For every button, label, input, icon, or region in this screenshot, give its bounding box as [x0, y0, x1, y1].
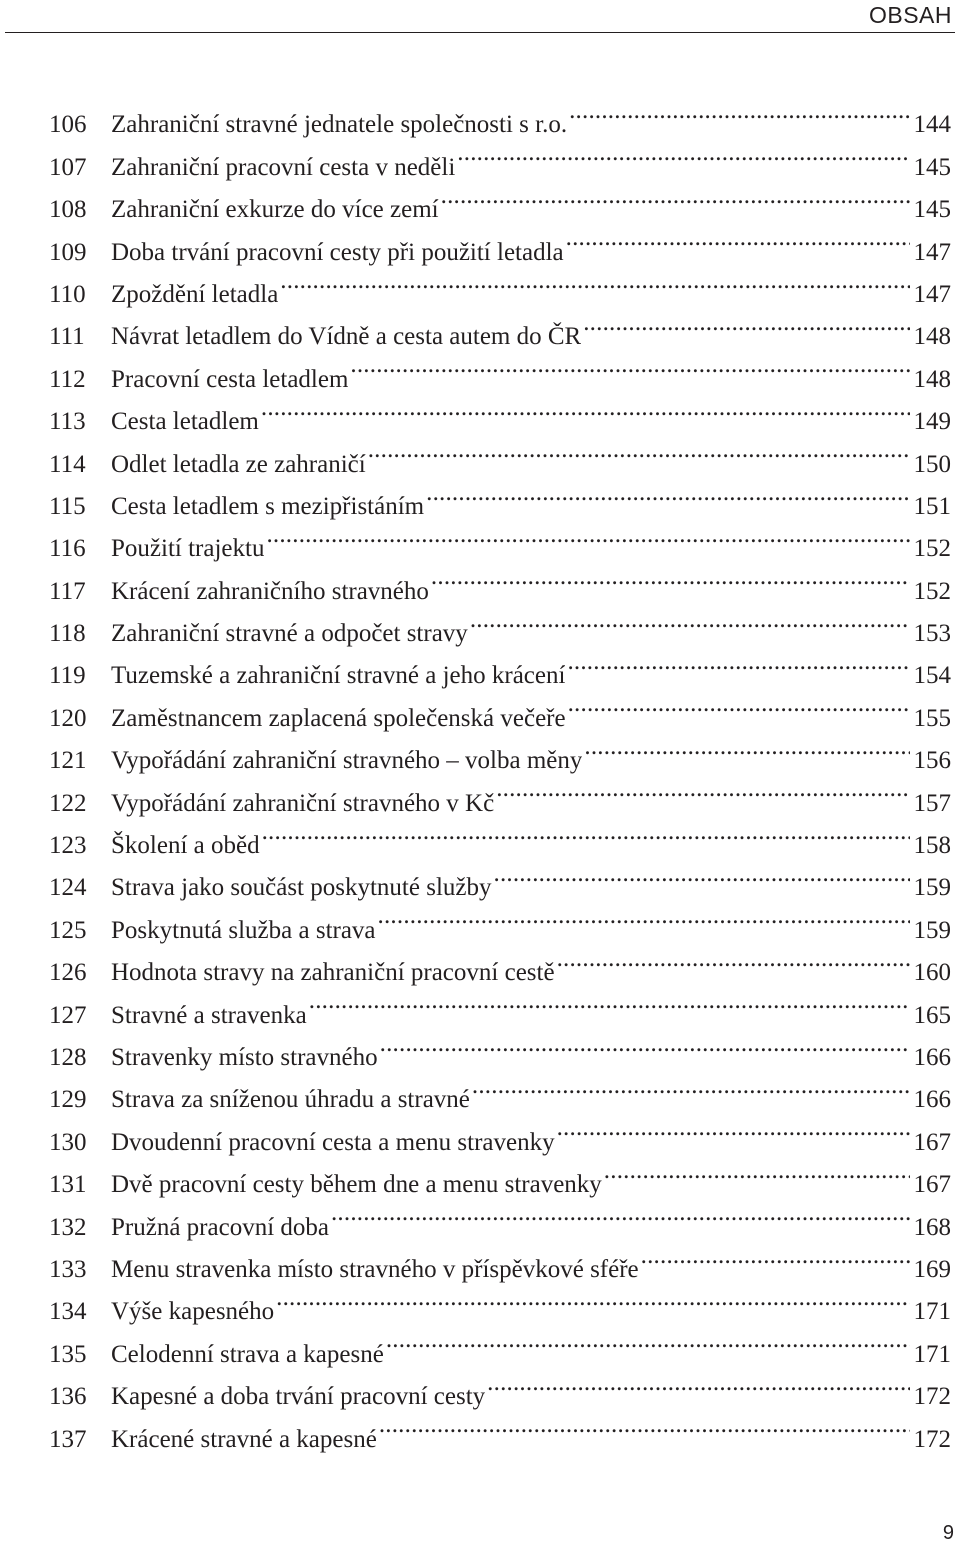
toc-leader-dots	[485, 1362, 909, 1404]
toc-entry-title: Strava jako součást poskytnuté služby	[111, 874, 492, 902]
toc-entry-number: 118	[49, 620, 86, 648]
toc-leader-dots	[274, 1277, 909, 1319]
toc-entry-page: 147	[913, 238, 951, 266]
toc-entry-title: Menu stravenka místo stravného v příspěvkové sféře	[111, 1255, 639, 1283]
toc-leader-dots	[581, 302, 909, 344]
toc-entry-number: 131	[49, 1171, 87, 1199]
toc-entry-title: Cesta letadlem	[111, 408, 259, 436]
toc-leader-dots	[384, 1319, 910, 1361]
toc-leader-dots	[602, 1150, 910, 1192]
toc-entry-page: 147	[913, 280, 951, 308]
toc-entry-page: 160	[913, 959, 951, 987]
toc-leader-dots	[468, 599, 910, 641]
toc-entry-number: 121	[49, 747, 87, 775]
toc-entry-page: 152	[913, 577, 951, 605]
toc-entry-number: 108	[49, 196, 87, 224]
toc-entry-title: Zahraniční exkurze do více zemí	[111, 196, 439, 224]
toc-entry-page: 148	[913, 323, 951, 351]
toc-entry-title: Doba trvání pracovní cesty při použití letadla	[111, 238, 564, 266]
toc-entry-number: 129	[49, 1086, 87, 1114]
toc-leader-dots	[566, 683, 910, 725]
toc-entry-number: 112	[49, 365, 86, 393]
toc-entry-number: 135	[49, 1340, 87, 1368]
toc-entry-page: 158	[913, 832, 951, 860]
toc-leader-dots	[307, 980, 910, 1022]
toc-entry-number: 114	[49, 450, 86, 478]
toc-leader-dots	[378, 1023, 910, 1065]
toc-entry-number: 110	[49, 280, 86, 308]
toc-entry-page: 155	[913, 704, 951, 732]
toc-entry-page: 156	[913, 747, 951, 775]
toc-entry-number: 134	[49, 1298, 87, 1326]
toc-entry-title: Zahraniční pracovní cesta v neděli	[111, 153, 456, 181]
page-number: 9	[942, 1522, 954, 1544]
toc-leader-dots	[259, 387, 910, 429]
toc-leader-dots	[264, 514, 909, 556]
toc-leader-dots	[555, 938, 910, 980]
toc-entry-number: 109	[49, 238, 87, 266]
toc-entry-title: Strava za sníženou úhradu a stravné	[111, 1086, 470, 1114]
toc-entry-number: 130	[49, 1128, 87, 1156]
toc-entry-page: 169	[913, 1255, 951, 1283]
toc-entry-page: 150	[913, 450, 951, 478]
toc-entry-title: Pružná pracovní doba	[111, 1213, 329, 1241]
toc-entry-title: Zaměstnancem zaplacená společenská večeře	[111, 704, 566, 732]
toc-entry-page: 167	[913, 1171, 951, 1199]
toc-leader-dots	[429, 556, 910, 598]
toc-leader-dots	[582, 726, 909, 768]
toc-entry-number: 115	[49, 492, 86, 520]
toc-entry-title: Dvě pracovní cesty během dne a menu stravenky	[111, 1171, 602, 1199]
toc-entry-number: 111	[49, 323, 85, 351]
toc-entry-number: 137	[49, 1425, 87, 1453]
toc-entry-title: Stravné a stravenka	[111, 1001, 307, 1029]
toc-entry-page: 166	[913, 1086, 951, 1114]
toc-entry-number: 125	[49, 916, 87, 944]
toc-leader-dots	[439, 175, 910, 217]
toc-entry-title: Pracovní cesta letadlem	[111, 365, 349, 393]
toc-entry-page: 151	[913, 492, 951, 520]
toc-entry-page: 166	[913, 1043, 951, 1071]
toc-leader-dots	[555, 1107, 910, 1149]
toc-entry-title: Krácení zahraničního stravného	[111, 577, 429, 605]
toc-entry-title: Zahraniční stravné jednatele společnosti s r.o.	[111, 111, 568, 139]
toc-leader-dots	[567, 90, 909, 132]
toc-entry-title: Krácené stravné a kapesné	[111, 1425, 377, 1453]
toc-entry-page: 159	[913, 916, 951, 944]
toc-entry-title: Zpoždění letadla	[111, 280, 279, 308]
toc-entry-title: Hodnota stravy na zahraniční pracovní cestě	[111, 959, 555, 987]
toc-entry-page: 152	[913, 535, 951, 563]
toc-leader-dots	[424, 472, 909, 514]
toc-entry-title: Odlet letadla ze zahraničí	[111, 450, 366, 478]
toc-entry-title: Dvoudenní pracovní cesta a menu stravenky	[111, 1128, 555, 1156]
toc-entry-title: Vypořádání zahraniční stravného – volba měny	[111, 747, 583, 775]
toc-leader-dots	[455, 132, 909, 174]
toc-leader-dots	[494, 768, 909, 810]
toc-entry-title: Výše kapesného	[111, 1298, 275, 1326]
toc-leader-dots	[470, 1065, 910, 1107]
toc-entry-page: 172	[913, 1425, 951, 1453]
section-title: OBSAH	[868, 2, 952, 28]
toc-entry-page: 159	[913, 874, 951, 902]
toc-entry[interactable]	[49, 90, 951, 139]
toc-entry-page: 144	[913, 111, 951, 139]
toc-entry-page: 154	[913, 662, 951, 690]
toc-entry-number: 127	[49, 1001, 87, 1029]
toc-leader-dots	[278, 260, 909, 302]
page-header	[0, 0, 960, 34]
toc-entry-number: 124	[49, 874, 87, 902]
toc-entry-title: Kapesné a doba trvání pracovní cesty	[111, 1383, 486, 1411]
toc-entry-number: 119	[49, 662, 86, 690]
toc-entry-number: 106	[49, 111, 87, 139]
toc-entry-page: 165	[913, 1001, 951, 1029]
toc-leader-dots	[377, 1404, 910, 1446]
toc-entry-number: 123	[49, 832, 87, 860]
toc-entry-page: 149	[913, 408, 951, 436]
header-rule	[5, 32, 955, 33]
toc-entry-page: 171	[913, 1340, 951, 1368]
toc-entry-number: 117	[49, 577, 86, 605]
table-of-contents	[49, 90, 951, 1453]
toc-entry-title: Poskytnutá služba a strava	[111, 916, 376, 944]
toc-entry-title: Tuzemské a zahraniční stravné a jeho krácení	[111, 662, 566, 690]
toc-entry-title: Školení a oběd	[111, 832, 260, 860]
toc-entry-title: Zahraniční stravné a odpočet stravy	[111, 620, 468, 648]
toc-entry-title: Použití trajektu	[111, 535, 265, 563]
toc-entry-page: 145	[913, 196, 951, 224]
toc-leader-dots	[329, 1192, 910, 1234]
toc-entry-page: 167	[913, 1128, 951, 1156]
toc-leader-dots	[348, 344, 909, 386]
toc-entry-title: Vypořádání zahraniční stravného v Kč	[111, 789, 495, 817]
toc-leader-dots	[565, 641, 909, 683]
toc-entry-page: 172	[913, 1383, 951, 1411]
toc-entry-number: 120	[49, 704, 87, 732]
toc-entry-number: 136	[49, 1383, 87, 1411]
toc-entry-title: Cesta letadlem s mezipřistáním	[111, 492, 425, 520]
toc-entry-title: Stravenky místo stravného	[111, 1043, 378, 1071]
toc-entry-number: 122	[49, 789, 87, 817]
toc-entry-page: 153	[913, 620, 951, 648]
toc-entry-page: 168	[913, 1213, 951, 1241]
toc-entry-number: 132	[49, 1213, 87, 1241]
toc-entry-number: 113	[49, 408, 86, 436]
toc-entry-page: 148	[913, 365, 951, 393]
toc-leader-dots	[492, 853, 910, 895]
toc-entry-title: Návrat letadlem do Vídně a cesta autem do ČR	[111, 323, 582, 351]
toc-leader-dots	[366, 429, 910, 471]
toc-entry-number: 128	[49, 1043, 87, 1071]
toc-entry-page: 171	[913, 1298, 951, 1326]
toc-leader-dots	[639, 1235, 910, 1277]
toc-entry-number: 116	[49, 535, 86, 563]
toc-leader-dots	[564, 217, 910, 259]
toc-entry-number: 133	[49, 1255, 87, 1283]
toc-leader-dots	[376, 895, 910, 937]
toc-entry-number: 107	[49, 153, 87, 181]
toc-entry-title: Celodenní strava a kapesné	[111, 1340, 384, 1368]
toc-entry-number: 126	[49, 959, 87, 987]
toc-leader-dots	[260, 811, 910, 853]
toc-entry-page: 157	[913, 789, 951, 817]
toc-entry-page: 145	[913, 153, 951, 181]
